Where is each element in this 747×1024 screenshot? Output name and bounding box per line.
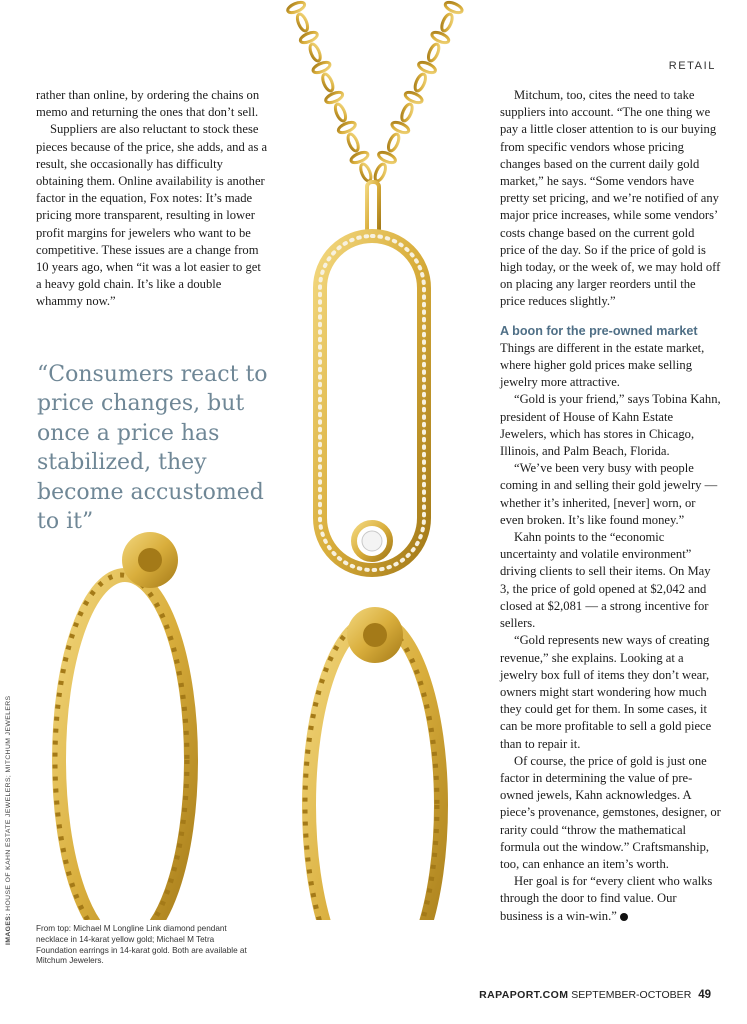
chain-link <box>324 90 344 104</box>
chain-link <box>359 163 373 183</box>
image-credit-text: HOUSE OF KAHN ESTATE JEWELERS; MITCHUM JEWELERS <box>5 695 12 911</box>
page-number: 49 <box>698 989 711 1001</box>
chain-link <box>373 163 388 183</box>
section-label: RETAIL <box>668 60 716 72</box>
chain-link <box>417 60 437 75</box>
chain-link <box>321 73 335 93</box>
left-text-column <box>36 87 268 311</box>
chain-link <box>430 30 450 45</box>
image-credit-label: IMAGES: <box>5 913 12 945</box>
page-footer <box>479 989 711 1001</box>
chain-link <box>404 90 424 105</box>
chain-link <box>413 73 428 93</box>
chain-link <box>333 103 347 123</box>
pendant-necklace-image <box>285 0 485 580</box>
chain-link <box>295 13 309 33</box>
chain-link <box>299 30 319 44</box>
chain-link <box>444 0 464 15</box>
hoop-earrings-image <box>30 520 480 920</box>
body-paragraph: Things are different in the estate market, where higher gold prices make selling jewelry more attractive. <box>500 340 705 390</box>
chain-link <box>346 133 360 153</box>
footer-brand: RAPAPORT.COM <box>479 989 569 1001</box>
chain-link <box>440 13 455 33</box>
pull-quote: “Consumers react to price changes, but once a price has stabilized, they become accustomed to it” <box>37 362 268 535</box>
footer-issue: SEPTEMBER-OCTOBER <box>571 989 692 1001</box>
body-paragraph: Kahn points to the “economic uncertainty and volatile environment” driving clients to sell their items. On May 3, the price of gold opened at $2,042 and closed at $2,081 — a strong incentive for sellers. <box>500 530 711 631</box>
right-text-column <box>500 87 722 925</box>
body-paragraph: Suppliers are also reluctant to stock these pieces because of the price, she adds, and as a result, she occasionally has difficulty obtaining them. Online availability is another factor in the equation, Fox notes: It’s made pricing more transparent, resulting in lower profit margins for jewelers who want to be competitive. These issues are a change from 10 years ago, when “it was a lot easier to get a heavy gold chain. It’s like a double whammy now.” <box>36 122 268 309</box>
chain-link <box>286 0 306 14</box>
chain-link <box>308 43 322 63</box>
chain-link <box>386 133 401 153</box>
image-credit <box>5 696 12 946</box>
body-paragraph: “We’ve been very busy with people coming in and selling their gold jewelry — whether it’s inherited, [never] worn, or even broken. It’s like found money.” <box>500 461 718 527</box>
final-paragraph <box>500 873 722 925</box>
end-mark-icon <box>620 913 628 921</box>
photo-caption: From top: Michael M Longline Link diamond pendant necklace in 14-karat yellow gold; Michael M Tetra Foundation earrings in 14-karat gold. Both are available at Mitchum Jewelers. <box>36 924 247 966</box>
final-paragraph-text: Her goal is for “every client who walks through the door to find value. Our business is a win-win.” <box>500 874 713 923</box>
body-paragraph: Of course, the price of gold is just one factor in determining the value of pre-owned jewels, Kahn acknowledges. A piece’s provenance, gemstones, designer, or rarity could “throw the mathematical formula out the window.” Craftsmanship, too, can enhance an item’s worth. <box>500 753 721 871</box>
chain-link <box>390 120 410 135</box>
chain-link <box>377 150 397 165</box>
chain-link <box>400 103 415 123</box>
chain-link <box>350 150 370 164</box>
body-paragraph: rather than online, by ordering the chains on memo and returning the ones that don’t sell. <box>36 88 260 120</box>
section-subhead: A boon for the pre-owned market <box>500 323 698 338</box>
body-paragraph: “Gold represents new ways of creating revenue,” she explains. Looking at a jewelry box full of items they don’t wear, owners might start wondering how much they could get for them. In some cases, it can be more profitable to sell a gold piece than to repair it. <box>500 633 712 751</box>
chain-link <box>337 120 357 134</box>
chain-link <box>426 43 441 63</box>
body-paragraph: Mitchum, too, cites the need to take suppliers into account. “The one thing we pay a little closer attention to is our buying from specific vendors whose pricing changes based on the current daily gold market,” he says. “Some vendors have pretty set pricing, and we’re notified of any major price increases, while some vendors’ costs change based on the current gold price of the day. So if the price of gold is high today, or the week of, we may hold off on placing any larger reorders until the price reduces slightly.” <box>500 88 721 309</box>
chain-link <box>312 60 332 74</box>
body-paragraph: “Gold is your friend,” says Tobina Kahn, president of House of Kahn Estate Jewelers, which has stores in Chicago, Illinois, and Palm Beach, Florida. <box>500 392 721 459</box>
